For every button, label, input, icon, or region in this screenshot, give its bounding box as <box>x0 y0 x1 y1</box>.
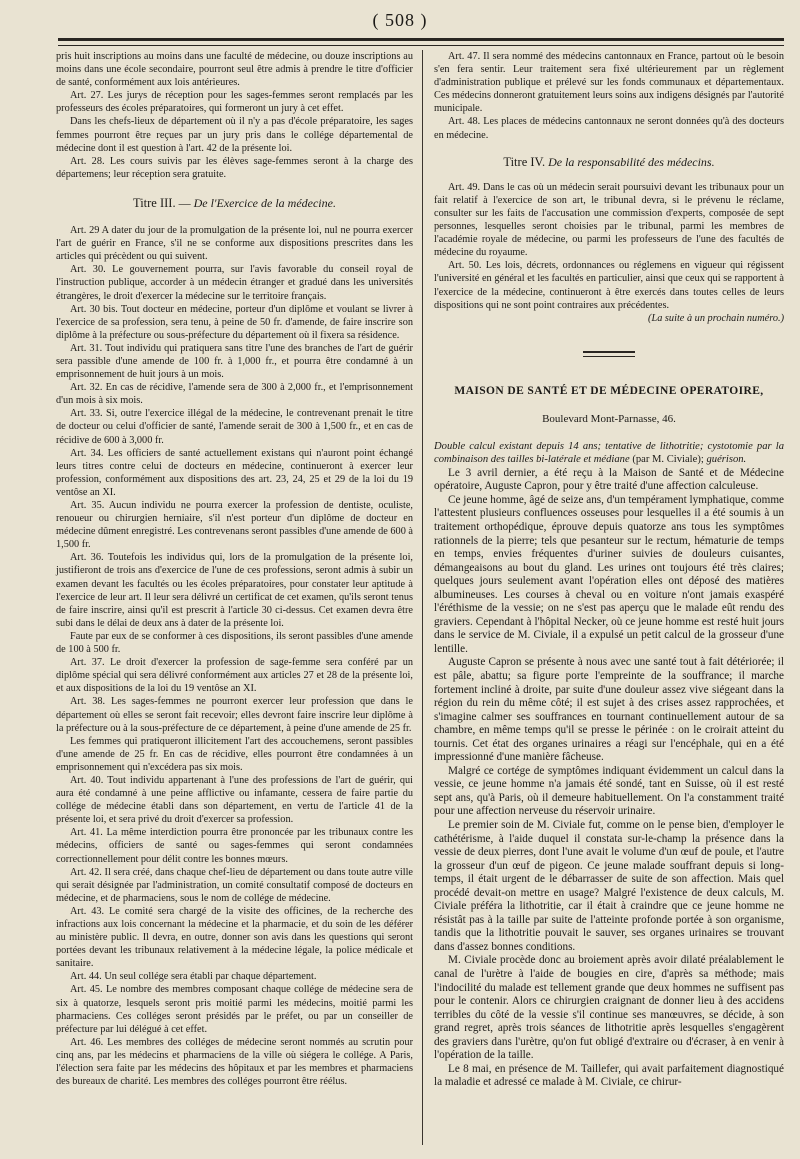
paragraph: pris huit inscriptions au moins dans une faculté de médecine, ou douze inscriptions au moins dans une école secondaire, pourront seul être admis à prendre le titre d'officier de santé, conformément aux lois antérieures. <box>56 51 413 89</box>
paragraph: Art. 40. Tout individu appartenant à l'une des professions de l'art de guérir, qui aura été condamné à une peine afflictive ou infamante, cessera de faire partie du collége de médecine établi dans son département, en vertu de l'article 41 de la présente loi, et sera privé du droit d'exercer sa profession. <box>56 774 413 826</box>
paragraph: Art. 48. Les places de médecins cantonnaux ne seront données qu'à des docteurs en médecine. <box>434 116 784 141</box>
paragraph: Art. 43. Le comité sera chargé de la visite des officines, de la recherche des infractions aux lois concernant la médecine et la pharmacie, et du soin de les déférer au ministère public. Il devra, en outre, donner son avis dans les questions qui seront portées devant les tribunaux relativement à la médecine légale, la police médicale et sanitaire. <box>56 905 413 970</box>
section-address: Boulevard Mont-Parnasse, 46. <box>542 412 676 425</box>
paragraph: Le 8 mai, en présence de M. Taillefer, qui avait parfaitement diagnostiqué la maladie et adressé ce malade à M. Civiale, ce chirur- <box>434 1062 784 1089</box>
paragraph: Les femmes qui pratiqueront illicitement l'art des accouchemens, seront passibles d'une amende de 25 fr. En cas de récidive, elles pourront être condamnées à un emprisonnement qui n'excédera pas six mois. <box>56 735 413 773</box>
paragraph: Art. 30. Le gouvernement pourra, sur l'avis favorable du conseil royal de l'instruction publique, accorder à un médecin étranger et gradué dans les universités étrangères, le droit d'exercer la médecine sur le territoire français. <box>56 264 413 302</box>
paragraph: Art. 42. Il sera créé, dans chaque chef-lieu de département ou dans toute autre ville qui serait désignée par l'administration, un comité consultatif composé de docteurs en médecine, et de pharmaciens, sous le nom de collége de médecine. <box>56 866 413 904</box>
paragraph: Art. 49. Dans le cas où un médecin serait poursuivi devant les tribunaux pour un fait relatif à l'exercice de son art, le tribunal devra, si le prévenu le réclame, consulter sur les faits de l'accusation une commission d'experts, composée de sept personnes, lesquelles seront choisies par le tribunal, parmi les membres de l'académie royale de médecine, ou parmi les professeurs de l'une des facultés de médecine du royaume. <box>434 181 784 259</box>
paragraph: Art. 46. Les membres des colléges de médecine seront nommés au scrutin pour cinq ans, par les médecins et pharmaciens de la ville où siégera le collége. A Paris, l'élection sera faite par les médecins des hôpitaux et par les membres et pharmaciens des bureaux de charité. Les membres des colléges pourront être réélus. <box>56 1036 413 1088</box>
section-separator <box>583 351 635 357</box>
paragraph: Art. 28. Les cours suivis par les élèves sage-femmes seront à la charge des départemens; leur réception sera gratuite. <box>56 155 413 180</box>
paragraph: Dans les chefs-lieux de département où il n'y a pas d'école préparatoire, les sages femmes pourront être reçues par un jury pris dans le collége départemental de médecine dont il est question à l'art. 42 de la présente loi. <box>56 116 413 154</box>
paragraph: Le premier soin de M. Civiale fut, comme on le pense bien, d'employer le cathétérisme, à l'aide duquel il constata sur-le-champ la présence dans la vessie de deux pierres, dont l'une avait le volume d'un œuf de poule, et l'autre la grosseur d'un œuf de pigeon. Ce jeune malade souffrant depuis si long-temps, il était urgent de le débarrasser de suite de son affection. Mais quel procédé devait-on mettre en usage? Malgré l'existence de deux calculs, M. Civiale préféra la lithotritie, car il était à craindre que ce jeune homme ne résistât pas à la taille par suite de l'atteinte profonde portée à son organisme, tandis que la lithotritie pouvait le sauver, ses organes urinaires se trouvant dans d'assez bonnes conditions. <box>434 819 784 953</box>
paragraph: Ce jeune homme, âgé de seize ans, d'un tempérament lymphatique, comme l'attestent plusieurs confluences osseuses pour lesquelles il a été soumis à un traitement orthopédique, éprouve depuis quatorze ans tous les symptômes rationnels de la pierre; tels que pesanteur sur le rectum, hématurie de temps en temps, envies fréquentes d'uriner suivies de douleurs cuisantes, démangeaisons au bout du gland. Les urines ont toujours été très claires; quelques jours seulement avant l'opération elles ont déposé des matières albumineuses. Les courses à cheval ou en voiture n'ont jamais exaspéré l'éréthisme de la vessie; on ne s'est pas aperçu que le malade eût rendu des graviers. Cependant à l'hôpital Necker, où ce jeune homme est resté huit jours dans le service de M. Civiale, il a expulsé un petit calcul de la grosseur d'une lentille. <box>434 493 784 655</box>
paragraph: Art. 29 A dater du jour de la promulgation de la présente loi, nul ne pourra exercer l'art de guérir en France, s'il ne se conforme aux dispositions prescrites dans les articles qui précèdent ou qui suivent. <box>56 225 413 263</box>
title-iv-subtitle: De la responsabilité des médecins. <box>548 154 715 169</box>
paragraph: Art. 47. Il sera nommé des médecins cantonnaux en France, partout où le besoin s'en fera sentir. Leur traitement sera fixé ultérieurement par un règlement d'administration publique et prélevé sur les fonds communaux et départementaux. Ces médecins donneront gratuitement leurs soins aux indigens désignés par l'autorité municipale. <box>434 51 784 115</box>
paragraph: Art. 38. Les sages-femmes ne pourront exercer leur profession que dans le département où elles se seront fait recevoir; elles devront faire inscrire leur diplôme à la préfecture ou à la sous-préfecture de ce département, à peine d'une amende de 25 fr. <box>56 696 413 734</box>
case-summary-outcome: guérison. <box>706 454 747 466</box>
title-iii-label: Titre III. <box>133 195 176 210</box>
right-column <box>434 50 784 1090</box>
paragraph: Auguste Capron se présente à nous avec une santé tout à fait détériorée; il est pâle, abattu; sa figure porte l'empreinte de la souffrance; il marche fortement incliné à droite, par suite d'une douleur assez vive siégeant dans la région du rein du même côté; il est sujet à des crises assez rapprochées, et s'imagine calmer ses souffrances en tournant continuellement autour de sa chambre, en même temps qu'il se presse le périnée : on le croirait atteint du tournis. Cet état des organes urinaires a réagi sur l'encéphale, qui en a été impressionné d'une manière fâcheuse. <box>434 656 784 764</box>
paragraph: Art. 36. Toutefois les individus qui, lors de la promulgation de la présente loi, justifieront de trois ans d'exercice de l'une de ces professions, seront admis à subir un examen devant les facultés ou les écoles préparatoires, pour constater leur aptitude à l'exercice de leur art. Il leur sera délivré un certificat de cet examen, qu'ils seront tenus de faire inscrire, ainsi qu'il est prescrit à l'article 30 ci-dessus. Cet examen devra être subi dans le délai de deux ans à dater de la présente loi. <box>56 552 413 629</box>
paragraph: Le 3 avril dernier, a été reçu à la Maison de Santé et de Médecine opératoire, Auguste Capron, pour y être traité d'une affection calculeuse. <box>434 466 784 493</box>
title-iv-heading <box>434 156 784 169</box>
header-rule <box>58 38 784 46</box>
title-iii-dash: — <box>178 195 191 210</box>
title-iii-subtitle: De l'Exercice de la médecine. <box>193 195 336 210</box>
case-summary-surgeon: (par M. Civiale); <box>632 454 704 466</box>
continuation-note: (La suite à un prochain numéro.) <box>648 312 784 324</box>
case-summary-text: Double calcul existant depuis 14 ans; tentative de lithotritie; cystotomie par la combinaison des tailles bi-latérale et médiane <box>434 440 784 466</box>
left-column <box>56 50 413 1088</box>
section-title: MAISON DE SANTÉ ET DE MÉDECINE OPERATOIRE, <box>454 384 764 397</box>
paragraph: Art. 44. Un seul collége sera établi par chaque département. <box>70 971 317 983</box>
paragraph: Art. 37. Le droit d'exercer la profession de sage-femme sera conféré par un diplôme spécial qui sera délivré conformément aux articles 27 et 28 de la présente loi, et aux dispositions de la loi du 19 ventôse an XI. <box>56 657 413 695</box>
paragraph: Faute par eux de se conformer à ces dispositions, ils seront passibles d'une amende de 100 à 500 fr. <box>56 630 413 656</box>
paragraph: Art. 45. Le nombre des membres composant chaque collége de médecine sera de six à quatorze, lesquels seront pris moitié parmi les médecins, moitié parmi les pharmaciens. Ces colléges seront présidés par le préfet, ou par un conseiller de préfecture par lui délégué à cet effet. <box>56 984 413 1035</box>
paragraph: Art. 34. Les officiers de santé actuellement existans qui n'auront point échangé leurs titres contre celui de docteurs en médecine, continueront à exercer leur profession, conformément aux dispositions des art. 23, 24, 25 et 29 de la loi du 19 ventôse an XI. <box>56 447 413 498</box>
paragraph: Malgré ce cortége de symptômes indiquant évidemment un calcul dans la vessie, ce jeune homme n'a jamais été sondé, tant en Suisse, où il est resté sept ans, qu'à Paris, où il demeure habituellement. On l'a constamment traité pour une affection nerveuse du réservoir urinaire. <box>434 764 784 818</box>
paragraph: Art. 30 bis. Tout docteur en médecine, porteur d'un diplôme et voulant se livrer à l'exercice de sa profession, sera tenu, à peine de 50 fr. d'amende, de faire inscrire son diplôme à la préfecture ou sous-préfecture du département où il fixera sa résidence. <box>56 303 413 341</box>
page-number: ( 508 ) <box>372 10 428 30</box>
paragraph: Art. 32. En cas de récidive, l'amende sera de 300 à 2,000 fr., et l'emprisonnement d'un mois à six mois. <box>56 382 413 407</box>
title-iv-label: Titre IV. <box>503 154 546 169</box>
paragraph: M. Civiale procède donc au broiement après avoir dilaté préalablement le canal de l'urètre à l'aide de bougies en cire, d'après sa méthode; mais l'indocilité du malade est tellement grande que deux hommes ne suffisent pas pour le contenir. Alors ce chirurgien craignant de donner lieu à des accidens terribles du côté de la vessie s'il continue ses manœuvres, se décide, à son grand regret, après trois séances de lithotritie après lesquelles s'engagèrent des graviers dans l'urètre, qu'on fut obligé d'extraire ou d'écraser, à en venir à l'opération de la taille. <box>434 954 784 1062</box>
paragraph: Art. 50. Les lois, décrets, ordonnances ou réglemens en vigueur qui régissent l'université en général et les facultés en particulier, ainsi que ceux qui se rapportent à l'exercice de la médecine, continueront à être exercés dans toutes celles de leurs dispositions qui ne sont point contraires aux précédentes. <box>434 260 784 311</box>
paragraph: Art. 33. Si, outre l'exercice illégal de la médecine, le contrevenant prenait le titre de docteur ou celui d'officier de santé, l'amende serait de 300 à 1,500 fr., et en cas de récidive de 600 à 3,000 fr. <box>56 408 413 446</box>
title-iii-heading <box>56 197 413 210</box>
paragraph: Art. 27. Les jurys de réception pour les sages-femmes seront remplacés par les professeurs des écoles préparatoires, qui formeront un jury à cet effet. <box>56 90 413 115</box>
paragraph: Art. 41. La même interdiction pourra être prononcée par les tribunaux contre les médecins, officiers de santé ou sages-femmes qui seront condamnées correctionnellement pour délit contre les bonnes mœurs. <box>56 827 413 865</box>
case-summary <box>434 440 784 467</box>
paragraph: Art. 31. Tout individu qui pratiquera sans titre l'une des branches de l'art de guérir sera passible d'une amende de 100 fr. à 1,000 fr., et pourra être condamné à un emprisonnement de huit jours à un mois. <box>56 342 413 381</box>
paragraph: Art. 35. Aucun individu ne pourra exercer la profession de dentiste, oculiste, renoueur ou chirurgien herniaire, s'il n'est porteur d'un diplôme de docteur en médecine dûment enregistré. Les contrevenans seront passibles d'une amende de 600 à 1,500 fr. <box>56 500 413 551</box>
case-report <box>434 467 784 1090</box>
column-divider <box>422 50 423 1145</box>
